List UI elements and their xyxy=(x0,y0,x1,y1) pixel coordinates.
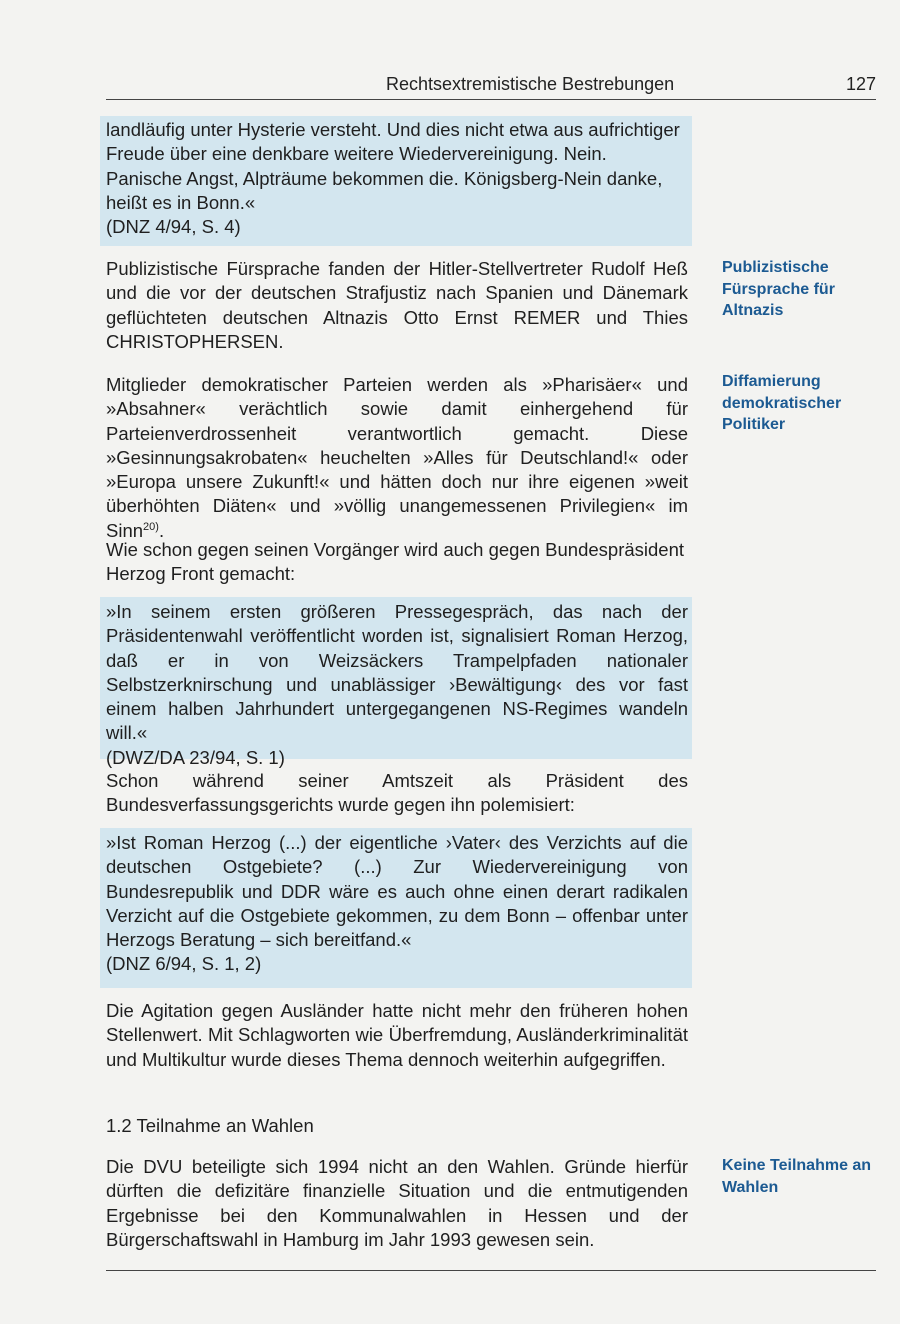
quote-source: (DNZ 4/94, S. 4) xyxy=(106,216,241,238)
quote-source: (DNZ 6/94, S. 1, 2) xyxy=(106,953,262,975)
margin-note: Diffamierung demokratischer Politiker xyxy=(722,373,842,433)
paragraph-text: Mitglieder demokratischer Parteien werden als »Pharisäer« und »Absahner« verächtlich sowie damit einhergehend für Parteienverdrossenheit verantwortlich gemacht. Diese »Gesinnungsakrobaten« heuchelten »Alles für Deutschland!« oder »Europa unsere Zukunft!« und hätten doch nur ihre eigenen »weit überhöhten Diäten« und »völlig unangemessenen Privilegien« im Sinn xyxy=(106,374,688,541)
paragraph: Publizistische Fürsprache fanden der Hitler-Stellvertreter Rudolf Heß und die vor der deutschen Strafjustiz nach Spanien und Dänemark geflüchteten deutschen Altnazis Otto Ernst REMER und Thies CHRISTOPHERSEN. xyxy=(106,258,688,352)
paragraph: Schon während seiner Amtszeit als Präsident des Bundesverfassungsgerichts wurde gegen ihn polemisiert: xyxy=(106,770,688,816)
margin-note: Publizistische Fürsprache für Altnazis xyxy=(722,259,835,319)
paragraph xyxy=(106,373,688,546)
quote-source: (DWZ/DA 23/94, S. 1) xyxy=(106,746,285,768)
paragraph: Die Agitation gegen Ausländer hatte nicht mehr den früheren hohen Stellenwert. Mit Schlagworten wie Überfremdung, Ausländerkriminalität und Multikultur wurde dieses Thema dennoch weiterhin aufgegriffen. xyxy=(106,1000,688,1070)
quote-block xyxy=(106,600,688,770)
paragraph: Wie schon gegen seinen Vorgänger wird auch gegen Bundespräsident Herzog Front gemacht: xyxy=(106,539,685,585)
quote-text: landläufig unter Hysterie versteht. Und dies nicht etwa aus aufrichtiger Freude über eine denkbare weitere Wiedervereinigung. Nein. Panische Angst, Alpträume bekommen die. Königsberg-Nein danke, heißt es in Bonn.« xyxy=(106,119,680,213)
running-title: Rechtsextremistische Bestrebungen xyxy=(386,74,675,94)
footnote-marker: 20) xyxy=(143,520,159,533)
paragraph-end: . xyxy=(158,519,165,541)
page-header xyxy=(106,74,876,98)
header-rule xyxy=(106,99,876,100)
quote-block xyxy=(106,831,688,977)
footer-rule xyxy=(106,1270,876,1271)
quote-text: »In seinem ersten größeren Pressegespräch, das nach der Präsidentenwahl veröffentlicht worden ist, signalisiert Roman Herzog, daß er in von Weizsäckers Trampelpfaden nationaler Selbstzerknirschung und unablässiger ›Bewältigung‹ des vor fast einem halben Jahrhundert untergegangenen NS-Regimes wandeln will.« xyxy=(106,601,688,744)
paragraph: Die DVU beteiligte sich 1994 nicht an den Wahlen. Gründe hierfür dürften die defizitäre finanzielle Situation und die entmutigenden Ergebnisse bei den Kommunalwahlen in Hessen und der Bürgerschaftswahl in Hamburg im Jahr 1993 gewesen sein. xyxy=(106,1156,688,1250)
page-number: 127 xyxy=(845,74,876,94)
quote-text: »Ist Roman Herzog (...) der eigentliche ›Vater‹ des Verzichts auf die deutschen Ostgebiete? (...) Zur Wiedervereinigung von Bundesrepublik und DDR wäre es auch ohne einen derart radikalen Verzicht auf die Ostgebiete gekommen, zu dem Bonn – offenbar unter Herzogs Beratung – sich bereitfand.« xyxy=(106,832,688,951)
margin-note: Keine Teilnahme an Wahlen xyxy=(722,1157,872,1196)
quote-block xyxy=(106,118,688,239)
section-heading: 1.2 Teilnahme an Wahlen xyxy=(106,1115,314,1136)
